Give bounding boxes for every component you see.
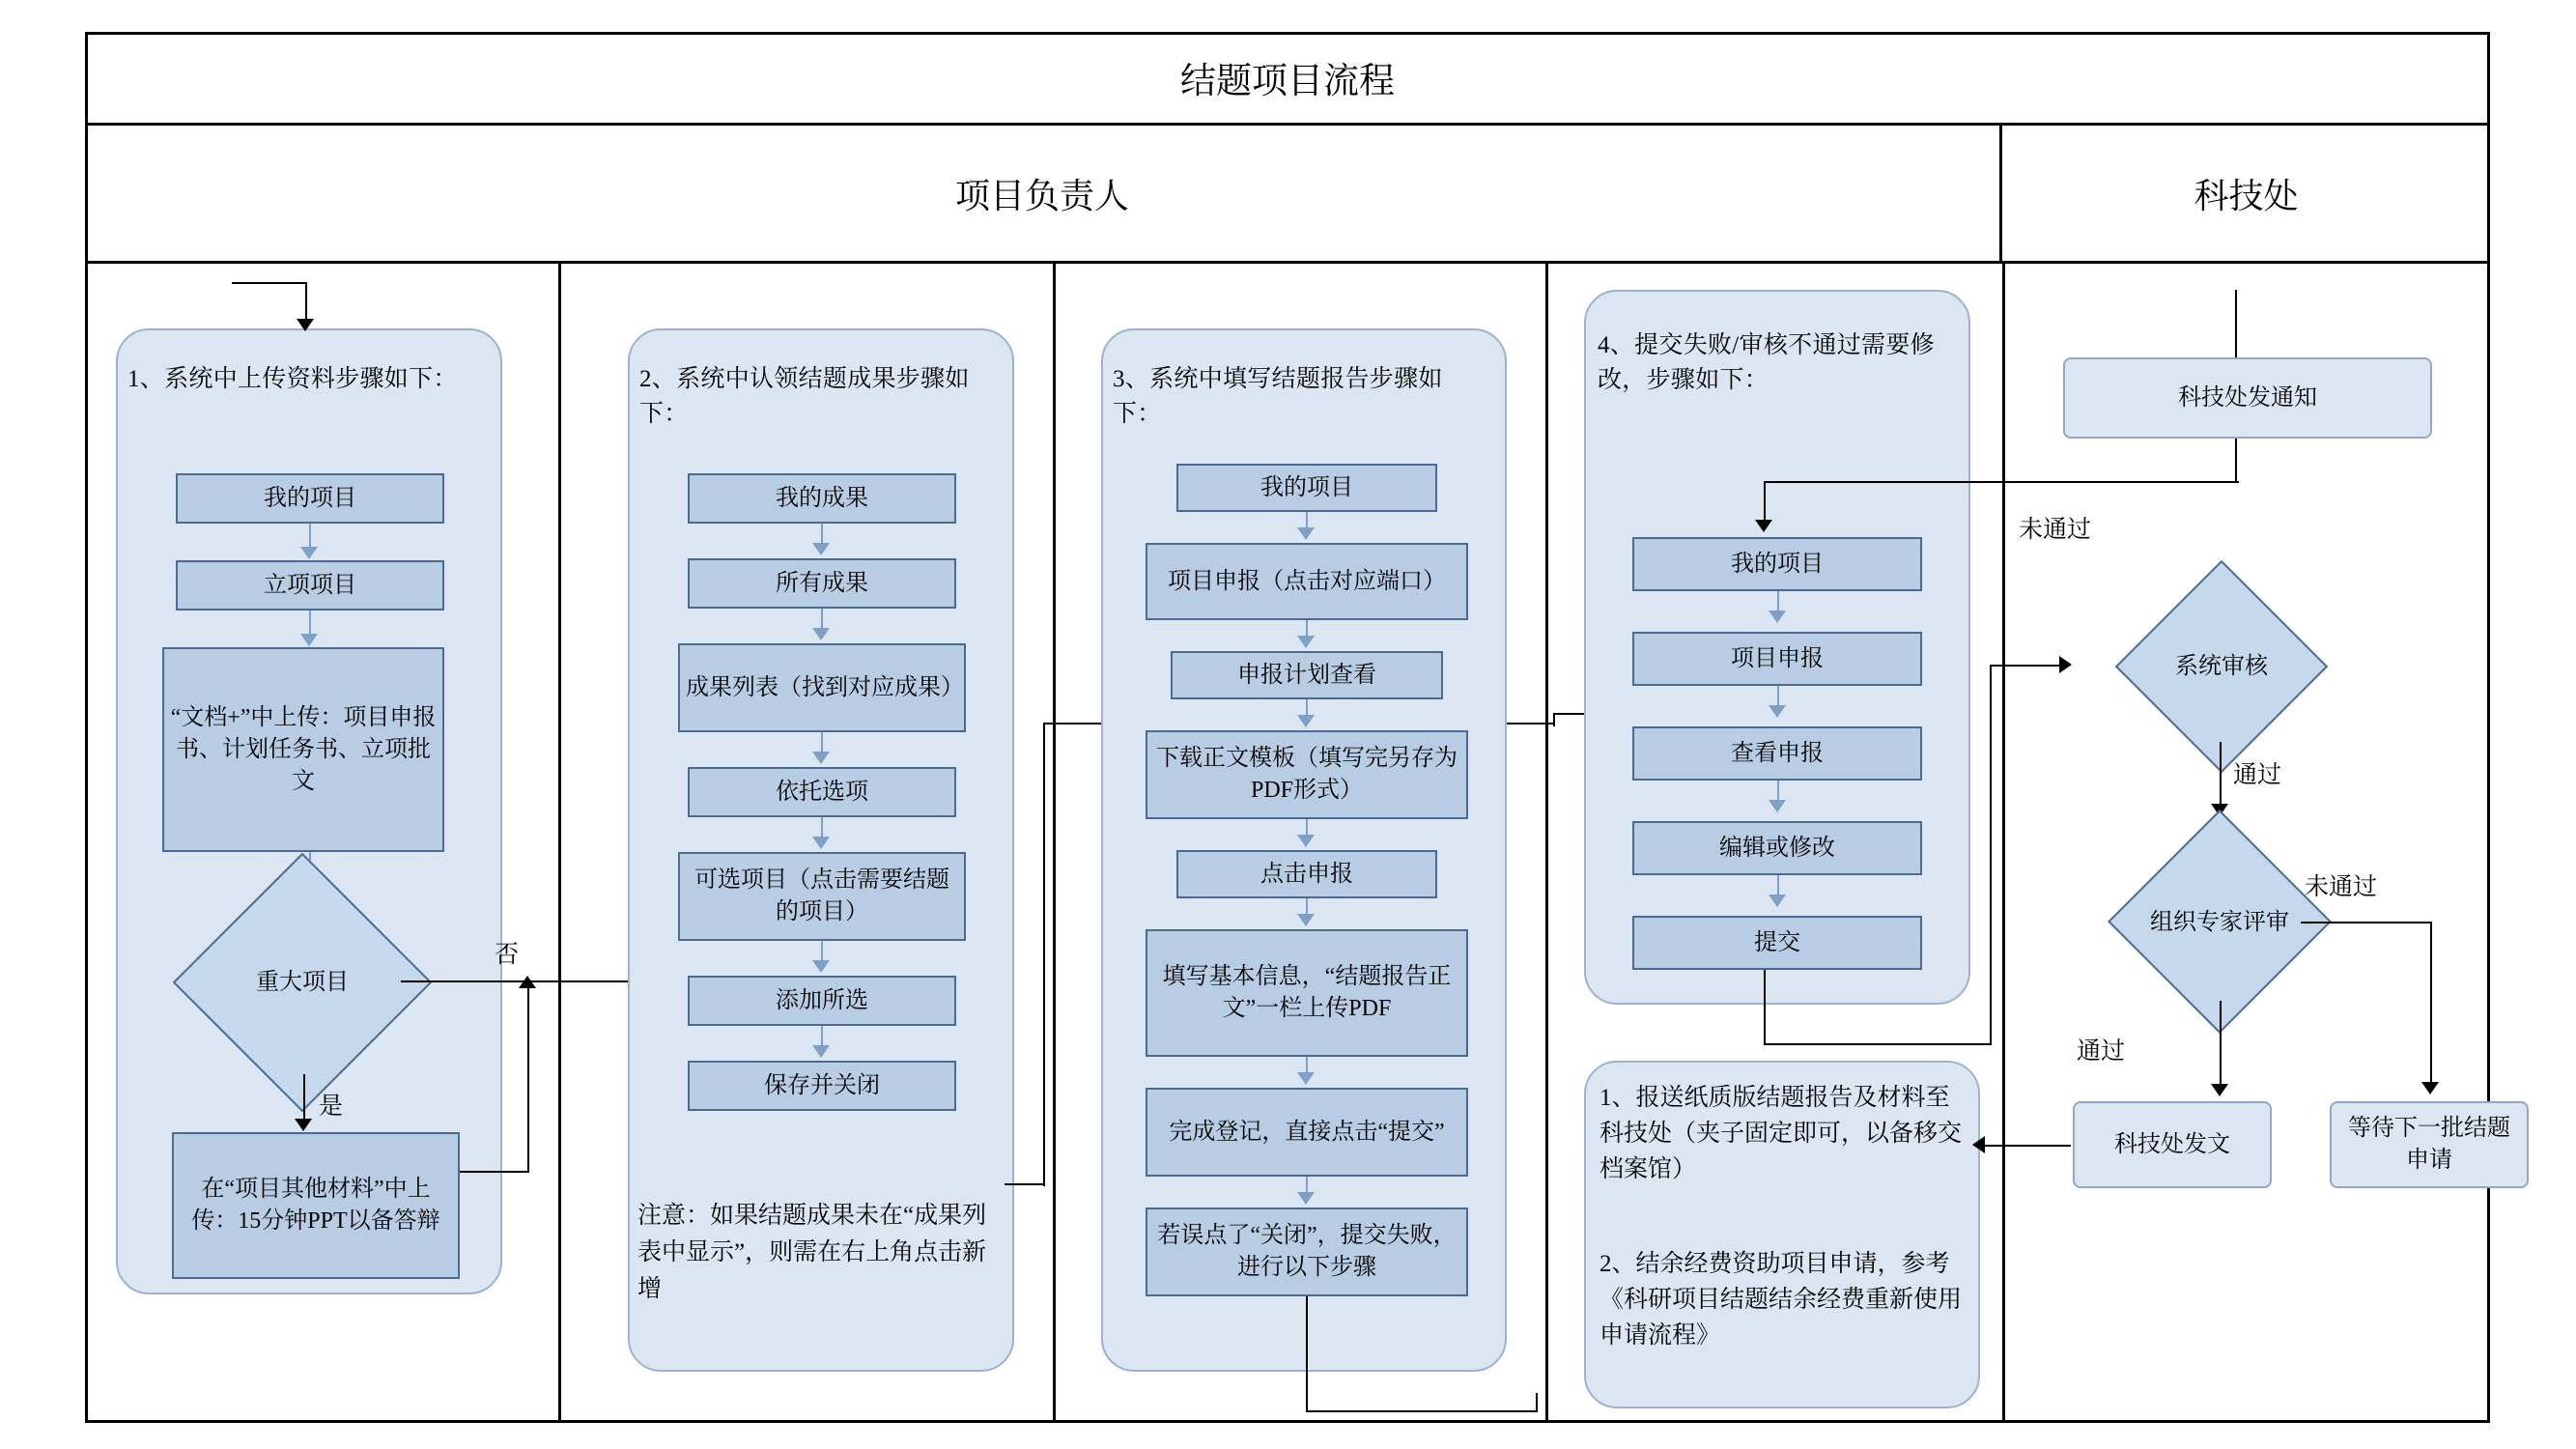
office-notice-box: 科技处发通知 [2063, 357, 2432, 439]
g1-yes-branch-arrow [295, 1119, 312, 1131]
g1-feedback-arrow [519, 976, 536, 988]
g2-arrow-2 [812, 628, 830, 640]
g4-arrow-3 [1769, 800, 1786, 812]
g3-step-4: 下载正文模板（填写完另存为PDF形式） [1146, 730, 1468, 819]
g3-arrow-3 [1297, 715, 1315, 727]
g3-bottom-v2 [1536, 1393, 1538, 1412]
g4-exit-h2 [1990, 665, 2063, 667]
office-wait-result-box: 等待下一批结题申请 [2330, 1101, 2529, 1188]
group-1-heading: 1、系统中上传资料步骤如下： [127, 366, 458, 392]
g2-step-3: 成果列表（找到对应成果） [678, 643, 966, 732]
g3-step-2: 项目申报（点击对应端口） [1146, 543, 1468, 620]
group-2-heading: 2、系统中认领结题成果步骤如下： [639, 366, 970, 427]
g4-exit-v2 [1990, 665, 1992, 1045]
entry-connector-h [232, 282, 307, 284]
g1-arrow-2 [300, 634, 318, 646]
g4-step-1: 我的项目 [1632, 537, 1922, 591]
g3-to-g4-h1 [1507, 723, 1555, 724]
lane-header-office: 科技处 [2194, 176, 2299, 215]
diagram-title: 结题项目流程 [85, 32, 2490, 126]
g1-step-2: 立项项目 [176, 560, 444, 611]
g2-arrow-4 [812, 837, 830, 849]
g3-step-3: 申报计划查看 [1171, 651, 1443, 699]
g3-arrow-2 [1297, 636, 1315, 648]
g3-to-g4-v [1553, 713, 1555, 726]
g2-step-5: 可选项目（点击需要结题的项目） [678, 852, 966, 941]
g2-step-7: 保存并关闭 [688, 1061, 956, 1111]
lane-separator-2 [1053, 264, 1056, 1423]
g2-step-6: 添加所选 [688, 976, 956, 1026]
g4-arrow-1 [1769, 611, 1786, 623]
g1-feedback-h [460, 1171, 529, 1173]
g1-step-1: 我的项目 [176, 473, 444, 524]
g2-step-2: 所有成果 [688, 558, 956, 609]
g1-yes-label: 是 [319, 1094, 344, 1120]
g1-arrow-1 [300, 547, 318, 559]
office-system-review-label: 系统审核 [2175, 654, 2268, 679]
g4-exit-arrow [2059, 656, 2072, 673]
g1-no-label: 否 [495, 942, 520, 968]
g1-yes-branch-v [303, 1074, 305, 1124]
office-expert-pass-v [2220, 1001, 2222, 1090]
g2-to-g3-v [1043, 723, 1045, 1186]
office-expert-fail-v [2430, 922, 2432, 1088]
office-to-g5-h [1982, 1145, 2071, 1147]
office-pass-result-box: 科技处发文 [2073, 1101, 2272, 1188]
g3-step-8: 若误点了“关闭”，提交失败，进行以下步骤 [1146, 1208, 1468, 1296]
g4-step-5: 提交 [1632, 916, 1922, 970]
g3-arrow-5 [1297, 914, 1315, 926]
g2-arrow-3 [812, 752, 830, 764]
g2-step-1: 我的成果 [688, 473, 956, 524]
g2-to-g3-h1 [1005, 1183, 1045, 1185]
g3-arrow-6 [1297, 1072, 1315, 1085]
office-system-fail-h [2150, 481, 2239, 483]
g3-arrow-7 [1297, 1192, 1315, 1205]
g2-arrow-5 [812, 960, 830, 973]
g4-entry-arrow [1755, 520, 1772, 532]
g4-exit-h [1764, 1043, 1992, 1045]
lane-separator-4 [2002, 264, 2005, 1423]
g4-exit-v [1764, 970, 1766, 1045]
g4-arrow-4 [1769, 895, 1786, 907]
g1-final-step: 在“项目其他材料”中上传：15分钟PPT以备答辩 [172, 1132, 460, 1279]
office-expert-pass-label: 通过 [2077, 1038, 2126, 1065]
lane-separator-1 [558, 264, 561, 1423]
office-system-pass-v [2220, 742, 2222, 810]
g3-step-7: 完成登记，直接点击“提交” [1146, 1088, 1468, 1177]
g1-decision-label: 重大项目 [256, 970, 349, 995]
g2-note: 注意：如果结题成果未在“成果列表中显示”，则需在右上角点击新增 [637, 1203, 987, 1302]
g4-arrow-2 [1769, 705, 1786, 718]
g3-arrow-4 [1297, 835, 1315, 847]
g3-bottom-v [1306, 1296, 1308, 1412]
office-expert-fail-label: 未通过 [2305, 874, 2378, 900]
g4-step-2: 项目申报 [1632, 632, 1922, 686]
office-expert-fail-h [2301, 922, 2432, 923]
g2-arrow-6 [812, 1045, 830, 1058]
g2-step-4: 依托选项 [688, 767, 956, 817]
office-expert-review-label: 组织专家评审 [2150, 910, 2289, 935]
office-to-g5-arrow [1972, 1136, 1985, 1153]
office-system-fail-label: 未通过 [2019, 517, 2092, 543]
group-4-heading: 4、提交失败/审核不通过需要修改，步骤如下： [1598, 332, 1935, 393]
g3-arrow-1 [1297, 527, 1315, 540]
g5-item-2: 2、结余经费资助项目申请，参考《科研项目结题结余经费重新使用申请流程》 [1599, 1251, 1963, 1349]
g4-step-3: 查看申报 [1632, 726, 1922, 781]
office-expert-fail-arrow [2421, 1082, 2439, 1094]
group-3-heading: 3、系统中填写结题报告步骤如下： [1113, 366, 1443, 427]
g1-feedback-v [527, 987, 529, 1173]
lane-header-row [85, 126, 2490, 264]
g1-step-3: “文档+”中上传：项目申报书、计划任务书、立项批文 [162, 647, 444, 852]
lane-separator-3 [1545, 264, 1548, 1423]
lane-header-owner: 项目负责人 [85, 126, 2002, 261]
office-system-pass-label: 通过 [2233, 762, 2282, 788]
g4-entry-v [1764, 481, 1766, 524]
g3-bottom-h [1306, 1410, 1538, 1412]
g4-step-4: 编辑或修改 [1632, 821, 1922, 875]
g3-step-6: 填写基本信息，“结题报告正文”一栏上传PDF [1146, 929, 1468, 1057]
entry-connector-v [305, 282, 307, 321]
entry-arrowhead [297, 319, 314, 331]
g5-item-1: 1、报送纸质版结题报告及材料至科技处（夹子固定即可，以备移交档案馆） [1599, 1085, 1963, 1182]
g3-step-5: 点击申报 [1176, 850, 1437, 898]
office-expert-pass-arrow [2211, 1084, 2228, 1096]
g3-step-1: 我的项目 [1176, 464, 1437, 512]
g2-arrow-1 [812, 543, 830, 555]
